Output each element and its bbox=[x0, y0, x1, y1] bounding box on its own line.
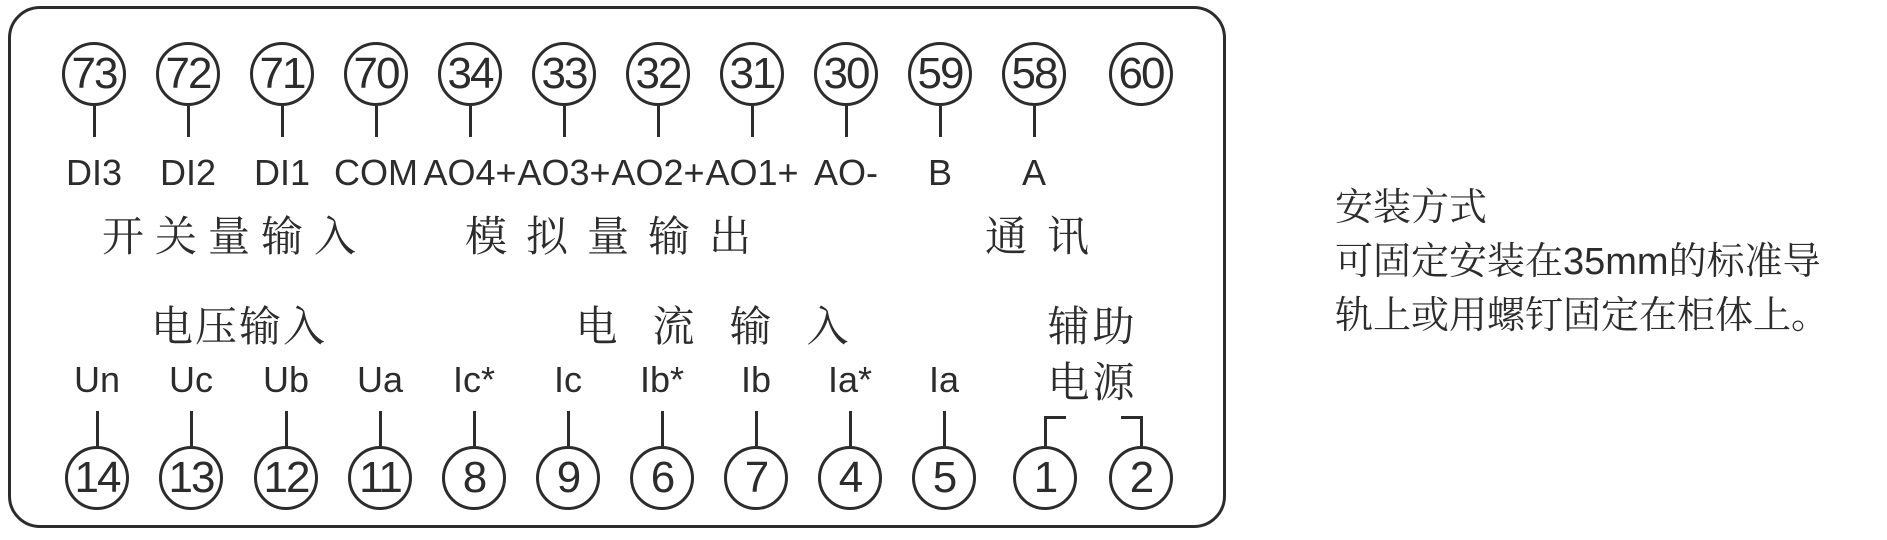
terminal-circle-8: 8 bbox=[442, 446, 506, 510]
terminal-label-AO1+: AO1+ bbox=[705, 152, 799, 193]
terminal-circle-7: 7 bbox=[724, 446, 788, 510]
terminal-stem bbox=[469, 106, 472, 137]
terminal-circle-31: 31 bbox=[720, 42, 784, 106]
terminal-circle-70: 70 bbox=[344, 42, 408, 106]
terminal-circle-2: 2 bbox=[1109, 446, 1173, 510]
terminal-circle-32: 32 bbox=[626, 42, 690, 106]
terminal-circle-59: 59 bbox=[908, 42, 972, 106]
terminal-stem bbox=[93, 106, 96, 137]
terminal-stem bbox=[190, 411, 193, 446]
terminal-circle-60: 60 bbox=[1109, 42, 1173, 106]
terminal-stem bbox=[187, 106, 190, 137]
terminal-circle-12: 12 bbox=[254, 446, 318, 510]
terminal-label-Ib*: Ib* bbox=[639, 359, 685, 400]
terminal-circle-73: 73 bbox=[62, 42, 126, 106]
terminal-label-AO2+: AO2+ bbox=[611, 152, 705, 193]
terminal-circle-34: 34 bbox=[438, 42, 502, 106]
power-bracket-right bbox=[1121, 416, 1143, 446]
terminal-stem bbox=[567, 411, 570, 446]
terminal-stem bbox=[661, 411, 664, 446]
terminal-label-DI1: DI1 bbox=[253, 152, 311, 193]
terminal-label-COM: COM bbox=[334, 152, 418, 193]
terminal-circle-33: 33 bbox=[532, 42, 596, 106]
terminal-stem bbox=[281, 106, 284, 137]
terminal-circle-58: 58 bbox=[1002, 42, 1066, 106]
terminal-stem bbox=[849, 411, 852, 446]
terminal-stem bbox=[657, 106, 660, 137]
terminal-stem bbox=[379, 411, 382, 446]
terminal-label-A: A bbox=[1021, 152, 1047, 193]
terminal-stem bbox=[375, 106, 378, 137]
terminal-label-Ia: Ia bbox=[928, 359, 960, 400]
terminal-circle-14: 14 bbox=[65, 446, 129, 510]
terminal-label-Un: Un bbox=[73, 359, 121, 400]
terminal-circle-30: 30 bbox=[814, 42, 878, 106]
power-bracket-left bbox=[1044, 416, 1066, 446]
installation-note bbox=[1335, 181, 1829, 343]
terminal-circle-9: 9 bbox=[536, 446, 600, 510]
terminal-circle-6: 6 bbox=[630, 446, 694, 510]
terminal-label-Ib: Ib bbox=[740, 359, 772, 400]
terminal-label-DI2: DI2 bbox=[159, 152, 217, 193]
group-label-aux-power-line2: 电源 bbox=[1047, 359, 1138, 406]
terminal-circle-5: 5 bbox=[912, 446, 976, 510]
terminal-circle-71: 71 bbox=[250, 42, 314, 106]
group-label-communication: 通讯 bbox=[984, 213, 1110, 260]
group-label-aux-power-line1: 辅助 bbox=[1047, 303, 1138, 350]
terminal-stem bbox=[755, 411, 758, 446]
terminal-stem bbox=[845, 106, 848, 137]
terminal-stem bbox=[285, 411, 288, 446]
group-label-current-input: 电流输入 bbox=[575, 303, 884, 350]
terminal-label-AO4+: AO4+ bbox=[423, 152, 517, 193]
terminal-stem bbox=[939, 106, 942, 137]
terminal-label-Ia*: Ia* bbox=[827, 359, 873, 400]
terminal-circle-72: 72 bbox=[156, 42, 220, 106]
terminal-label-Ub: Ub bbox=[262, 359, 310, 400]
terminal-stem bbox=[943, 411, 946, 446]
terminal-circle-11: 11 bbox=[348, 446, 412, 510]
terminal-label-Ic*: Ic* bbox=[452, 359, 496, 400]
terminal-circle-13: 13 bbox=[159, 446, 223, 510]
terminal-label-Uc: Uc bbox=[169, 359, 213, 400]
terminal-label-AO3+: AO3+ bbox=[517, 152, 611, 193]
terminal-circle-4: 4 bbox=[818, 446, 882, 510]
terminal-stem bbox=[563, 106, 566, 137]
terminal-stem bbox=[751, 106, 754, 137]
terminal-label-DI3: DI3 bbox=[65, 152, 123, 193]
installation-note-title: 安装方式 bbox=[1335, 187, 1488, 229]
terminal-stem bbox=[1033, 106, 1036, 137]
group-label-analog-output: 模拟量输出 bbox=[464, 213, 771, 260]
terminal-label-AO-: AO- bbox=[813, 152, 879, 193]
installation-note-line2: 轨上或用螺钉固定在柜体上。 bbox=[1335, 295, 1830, 337]
group-label-voltage-input: 电压输入 bbox=[150, 303, 328, 350]
terminal-wiring-panel bbox=[8, 6, 1226, 528]
terminal-label-Ic: Ic bbox=[553, 359, 583, 400]
terminal-circle-1: 1 bbox=[1013, 446, 1077, 510]
terminal-label-Ua: Ua bbox=[356, 359, 404, 400]
terminal-stem bbox=[96, 411, 99, 446]
terminal-label-B: B bbox=[927, 152, 953, 193]
installation-note-line1: 可固定安装在35mm的标准导 bbox=[1335, 241, 1821, 283]
terminal-stem bbox=[473, 411, 476, 446]
group-label-digital-input: 开关量输入 bbox=[101, 213, 368, 260]
